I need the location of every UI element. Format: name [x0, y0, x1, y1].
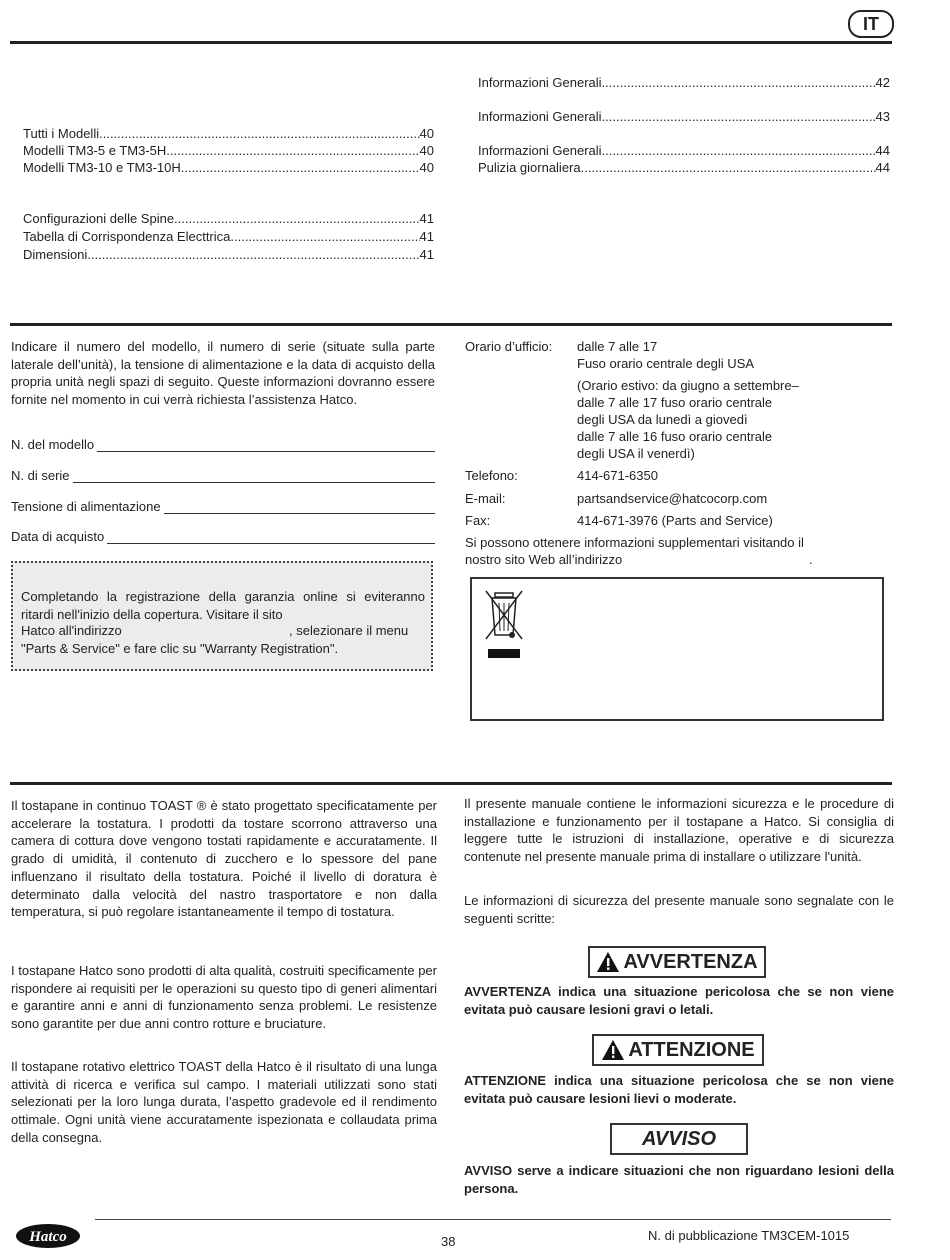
section-rule: [10, 782, 892, 785]
fax-label: Fax:: [465, 513, 491, 528]
language-badge: IT: [848, 10, 894, 38]
email-value[interactable]: partsandservice@hatcocorp.com: [577, 491, 768, 506]
summer-hours-line: degli USA il venerdì): [577, 446, 695, 461]
registration-intro: Indicare il numero del modello, il numero di serie (situate sulla parte laterale dell’unità), la tensione di alimentazione e la data di acquisto della propria unità negli spazi di seguito. Queste informazioni dovranno essere fornite nel momento in cui verrà richiesta l’assistenza Hatco.: [11, 339, 435, 408]
weee-disposal-box: [470, 577, 884, 721]
summer-hours-line: degli USA da lunedì a giovedì: [577, 412, 748, 427]
intro-paragraph: Il tostapane in continuo TOAST ® è stato progettato specificatamente per accelerare la tostatura. I prodotti da tostare scorrono attraverso una camera di cottura dove vengono tostati rapidamente e accuratamente. Il grado di umidità, il contenuto di zucchero e lo spessore del pane influenzano il risultato della tostatura. Poiché il livello di doratura è determinato dalla velocità del nastro trasportatore e non dalla temperatura, si può regolare istantaneamente il tempo di tostatura.: [11, 798, 437, 920]
toc-page: 41: [419, 229, 434, 244]
toc-title: Informazioni Generali: [478, 143, 602, 158]
toc-page: 42: [875, 75, 890, 90]
toc-title: Configurazioni delle Spine: [23, 211, 175, 226]
hatco-logo: [14, 1222, 82, 1250]
publication-number: N. di pubblicazione TM3CEM-1015: [648, 1228, 850, 1243]
toc-title: Tutti i Modelli: [23, 126, 100, 141]
email-label: E-mail:: [465, 491, 506, 506]
manual-info-paragraph: Il presente manuale contiene le informazioni sicurezza e le procedure di installazione e funzionamento per il tostapane a Hatco. Si consiglia di leggere tutte le istruzioni di installazione, operative e di sicurezza contenute nel presente manuale prima di installare o utilizzare l'unità.: [464, 796, 894, 865]
phone-value[interactable]: 414-671-6350: [577, 468, 658, 483]
toc-page: 41: [419, 211, 434, 226]
toc-page: 44: [875, 160, 890, 175]
notice-signal-box: [610, 1123, 748, 1155]
toc-entry[interactable]: [23, 211, 434, 226]
summer-hours-line: dalle 7 alle 16 fuso orario centrale: [577, 429, 773, 444]
purchase-date-label: Data di acquisto: [11, 529, 105, 544]
voltage-label: Tensione di alimentazione: [11, 499, 161, 514]
toc-entry[interactable]: [23, 229, 434, 244]
toc-entry[interactable]: [478, 160, 890, 175]
caution-signal-box: [592, 1034, 764, 1066]
more-info-period: .: [809, 552, 813, 567]
footer-rule: [95, 1219, 891, 1220]
serial-number-field[interactable]: [11, 468, 435, 483]
caution-label: ATTENZIONE: [628, 1038, 755, 1061]
warning-triangle-icon: [596, 951, 620, 973]
toc-entry[interactable]: [478, 75, 890, 90]
toc-page: 43: [875, 109, 890, 124]
serial-number-label: N. di serie: [11, 468, 70, 483]
hours-label: Orario d’ufficio:: [465, 339, 553, 354]
toc-title: Informazioni Generali: [478, 109, 602, 124]
toc-page: 41: [419, 247, 434, 262]
header-rule: [10, 41, 892, 44]
toc-entry[interactable]: [23, 160, 434, 175]
page-number: 38: [441, 1234, 456, 1249]
toc-entry[interactable]: [23, 143, 434, 158]
toc-entry[interactable]: [23, 247, 434, 262]
warranty-note-line2a: Hatco all'indirizzo: [21, 623, 122, 638]
toc-title: Pulizia giornaliera: [478, 160, 581, 175]
toc-entry[interactable]: [478, 109, 890, 124]
fax-value: 414-671-3976 (Parts and Service): [577, 513, 773, 528]
toc-title: Modelli TM3-5 e TM3-5H: [23, 143, 167, 158]
toc-entry[interactable]: [23, 126, 434, 141]
caution-triangle-icon: [601, 1039, 625, 1061]
more-info-line2: nostro sito Web all’indirizzo: [465, 552, 623, 567]
toc-title: Dimensioni: [23, 247, 88, 262]
caution-text: ATTENZIONE indica una situazione pericolosa che se non viene evitata può causare lesioni lievi o moderate.: [464, 1073, 894, 1106]
warranty-note-line2b: , selezionare il menu: [289, 623, 409, 638]
warning-signal-box: [588, 946, 766, 978]
hours-line: Fuso orario centrale degli USA: [577, 356, 755, 371]
svg-text:Hatco: Hatco: [29, 1229, 67, 1245]
phone-label: Telefono:: [465, 468, 518, 483]
voltage-field[interactable]: [11, 499, 435, 514]
hours-line: dalle 7 alle 17: [577, 339, 658, 354]
warning-label: AVVERTENZA: [623, 950, 758, 973]
warranty-note-line3: "Parts & Service" e fare clic su "Warranty Registration".: [21, 641, 339, 656]
crossed-bin-icon: [482, 585, 526, 661]
toc-title: Modelli TM3-10 e TM3-10H: [23, 160, 181, 175]
summer-hours-line: dalle 7 alle 17 fuso orario centrale: [577, 395, 773, 410]
intro-paragraph: I tostapane Hatco sono prodotti di alta qualità, costruiti specificamente per rispondere ai requisiti per le operazioni su questo tipo di generi alimentari e garantire anni e anni di funzionamento senza problemi. Le resistenze sono garantite per due anni contro rotture e bruciature.: [11, 963, 437, 1032]
toc-page: 40: [419, 143, 434, 158]
notice-label: AVVISO: [641, 1127, 717, 1150]
model-number-field[interactable]: [11, 437, 435, 452]
notice-text: AVVISO serve a indicare situazioni che non riguardano lesioni della persona.: [464, 1163, 894, 1196]
model-number-label: N. del modello: [11, 437, 95, 452]
more-info-line1: Si possono ottenere informazioni supplementari visitando il: [465, 535, 804, 550]
toc-entry[interactable]: [478, 143, 890, 158]
toc-title: Tabella di Corrispondenza Electtrica: [23, 229, 231, 244]
section-rule: [10, 323, 892, 326]
intro-paragraph: Il tostapane rotativo elettrico TOAST della Hatco è il risultato di una lunga attività di ricerca e verifica sul campo. I materiali utilizzati sono stati selezionati per la loro lunga durata, l’aspetto gradevole ed il rendimento ottimale. Ogni unità viene accuratamente ispezionata e collaudata prima della consegna.: [11, 1059, 437, 1145]
toc-page: 40: [419, 160, 434, 175]
purchase-date-field[interactable]: [11, 529, 435, 544]
toc-page: 40: [419, 126, 434, 141]
warning-text: AVVERTENZA indica una situazione pericolosa che se non viene evitata può causare lesioni gravi o letali.: [464, 984, 894, 1017]
toc-page: 44: [875, 143, 890, 158]
manual-info-paragraph: Le informazioni di sicurezza del presente manuale sono segnalate con le seguenti scritte:: [464, 893, 894, 926]
summer-hours-line: (Orario estivo: da giugno a settembre–: [577, 378, 799, 393]
toc-title: Informazioni Generali: [478, 75, 602, 90]
warranty-note-line1: Completando la registrazione della garanzia online si eviteranno ritardi nell'inizio della copertura. Visitare il sito: [21, 589, 425, 622]
warranty-registration-note: [11, 561, 433, 671]
